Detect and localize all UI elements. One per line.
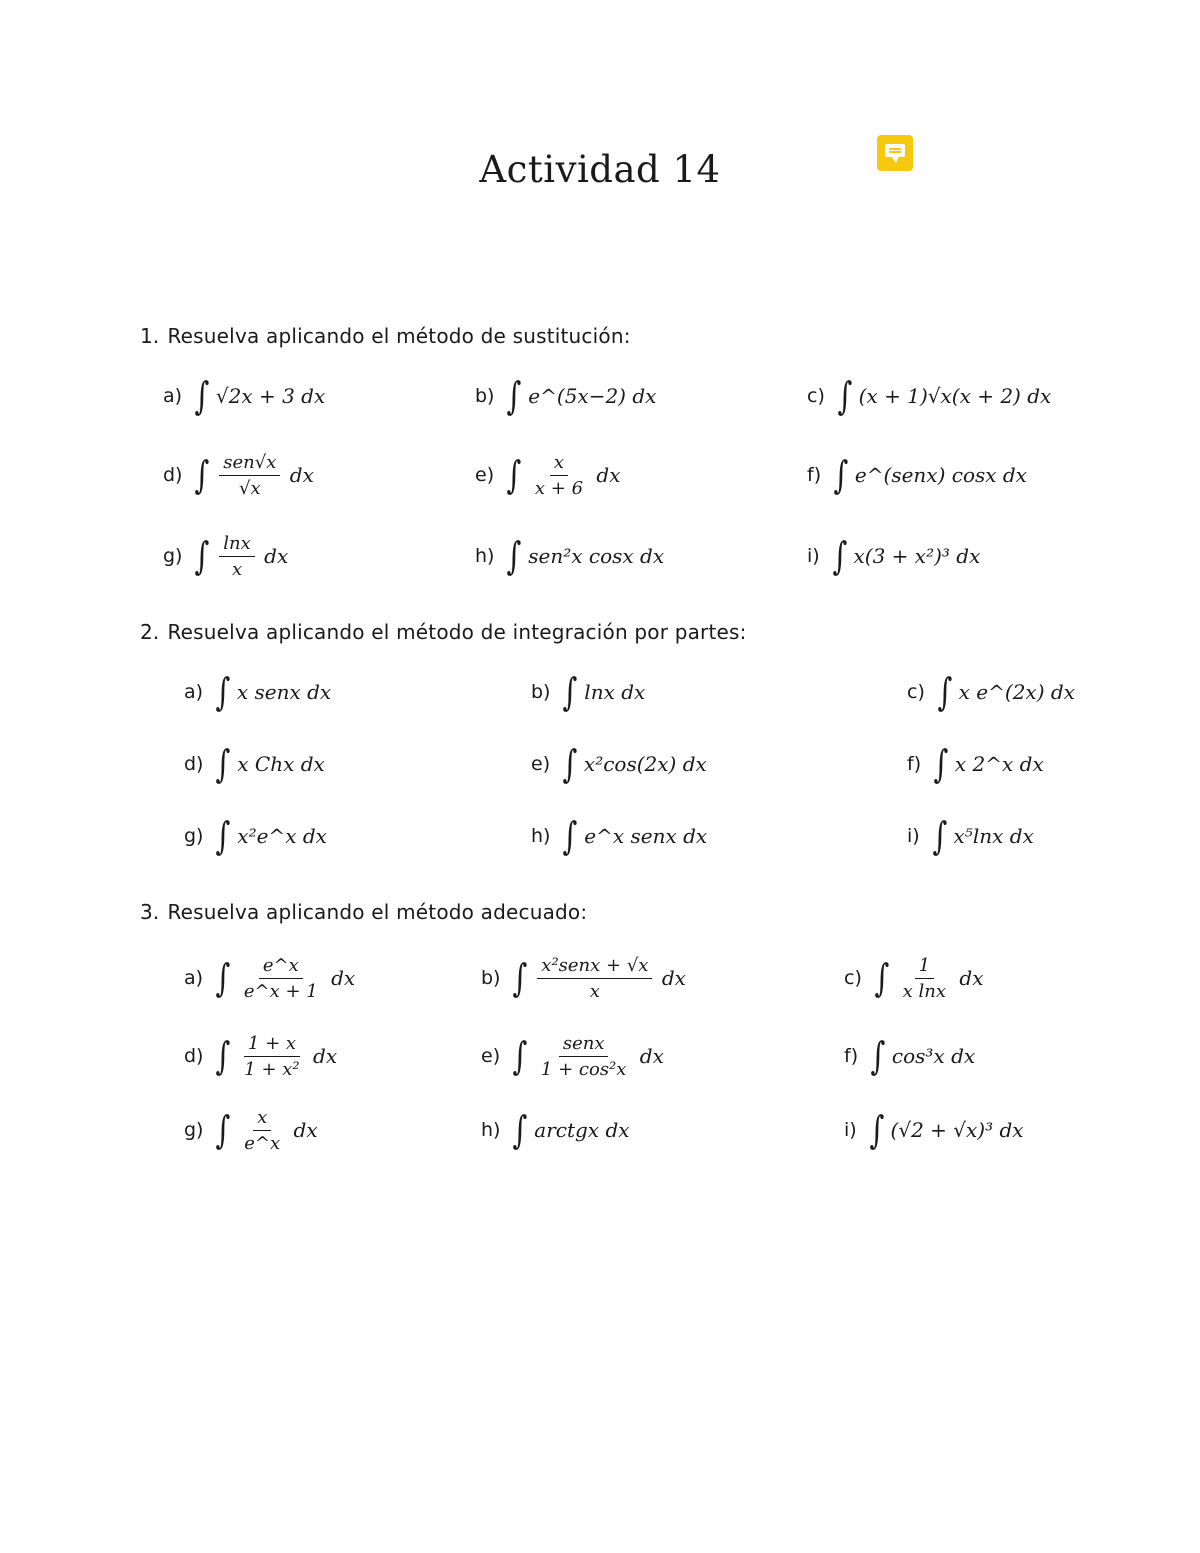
item-label: h) (481, 1119, 501, 1141)
exercise-2d (184, 734, 325, 794)
item-label: h) (475, 545, 495, 567)
numerator: x (550, 452, 568, 476)
integral-sign: ∫ (512, 956, 528, 1000)
item-label: a) (184, 967, 204, 989)
expression: (√2 + √x)³ dx (890, 1118, 1024, 1142)
expression: e^(5x−2) dx (528, 384, 657, 408)
denominator: √x (239, 477, 261, 499)
denominator: e^x + 1 (243, 980, 318, 1002)
comment-bubble-icon (885, 144, 905, 157)
integral-sign: ∫ (194, 374, 210, 418)
expression: e^(senx) cosx dx (854, 463, 1027, 487)
item-label: e) (531, 753, 551, 775)
item-label: a) (184, 681, 204, 703)
item-label: i) (907, 825, 920, 847)
differential: dx (264, 544, 289, 568)
item-label: c) (907, 681, 925, 703)
exercise-3c (844, 948, 984, 1008)
integral-sign: ∫ (937, 670, 953, 714)
integral-sign: ∫ (512, 1034, 528, 1078)
exercise-1d (163, 445, 314, 505)
exercise-3e (481, 1026, 664, 1086)
section-heading-3 (140, 900, 587, 924)
expression: x senx dx (236, 680, 332, 704)
exercise-2g (184, 806, 327, 866)
exercise-2f (907, 734, 1044, 794)
differential: dx (331, 966, 356, 990)
exercise-3f (844, 1026, 975, 1086)
expression: x Chx dx (237, 752, 325, 776)
numerator: senx (559, 1033, 609, 1057)
item-label: d) (163, 464, 183, 486)
exercise-1a (163, 366, 325, 426)
integral-sign: ∫ (837, 374, 853, 418)
expression: arctgx dx (534, 1118, 630, 1142)
item-label: e) (475, 464, 495, 486)
integral-sign: ∫ (194, 534, 210, 578)
expression: cos³x dx (891, 1044, 976, 1068)
expression: e^x senx dx (584, 824, 708, 848)
integral-sign: ∫ (932, 814, 948, 858)
integral-sign: ∫ (512, 1108, 528, 1152)
section-number: 3. (140, 900, 160, 924)
denominator: 1 + x² (244, 1058, 300, 1080)
integral-sign: ∫ (833, 453, 849, 497)
differential: dx (661, 966, 686, 990)
integral-sign: ∫ (215, 742, 231, 786)
expression: x 2^x dx (954, 752, 1044, 776)
expression: lnx dx (584, 680, 646, 704)
numerator: 1 (915, 955, 934, 979)
exercise-2b (531, 662, 645, 722)
differential: dx (313, 1044, 338, 1068)
section-heading-text: Resuelva aplicando el método de integración por partes: (167, 620, 747, 644)
exercise-3d (184, 1026, 337, 1086)
item-label: e) (481, 1045, 501, 1067)
item-label: d) (184, 753, 204, 775)
item-label: f) (844, 1045, 859, 1067)
exercise-2a (184, 662, 331, 722)
item-label: b) (481, 967, 501, 989)
differential: dx (293, 1118, 318, 1142)
integral-sign: ∫ (562, 670, 578, 714)
exercise-2i (907, 806, 1034, 866)
item-label: c) (844, 967, 862, 989)
section-heading-2 (140, 620, 747, 644)
numerator: 1 + x (244, 1033, 300, 1057)
comment-icon[interactable] (877, 135, 913, 171)
exercise-3h (481, 1100, 630, 1160)
item-label: a) (163, 385, 183, 407)
item-label: g) (184, 825, 204, 847)
exercise-1e (475, 445, 621, 505)
expression: sen²x cosx dx (528, 544, 665, 568)
denominator: 1 + cos²x (540, 1058, 627, 1080)
integral-sign: ∫ (215, 1034, 231, 1078)
exercise-3i (844, 1100, 1024, 1160)
item-label: g) (163, 545, 183, 567)
exercise-1g (163, 526, 288, 586)
integral-sign: ∫ (832, 534, 848, 578)
integral-sign: ∫ (869, 1108, 885, 1152)
exercise-3b (481, 948, 686, 1008)
section-heading-1 (140, 324, 631, 348)
integral-sign: ∫ (215, 670, 231, 714)
integral-sign: ∫ (933, 742, 949, 786)
item-label: d) (184, 1045, 204, 1067)
integral-sign: ∫ (870, 1034, 886, 1078)
integral-sign: ∫ (215, 1108, 231, 1152)
item-label: b) (531, 681, 551, 703)
integral-sign: ∫ (562, 742, 578, 786)
expression: √2x + 3 dx (215, 384, 326, 408)
section-number: 1. (140, 324, 160, 348)
item-label: g) (184, 1119, 204, 1141)
integral-sign: ∫ (874, 956, 890, 1000)
numerator: x (253, 1107, 271, 1131)
exercise-1h (475, 526, 664, 586)
exercise-3a (184, 948, 355, 1008)
differential: dx (639, 1044, 664, 1068)
numerator: e^x (259, 955, 303, 979)
integral-sign: ∫ (215, 814, 231, 858)
page-title: Actividad 14 (479, 148, 721, 191)
expression: x e^(2x) dx (958, 680, 1075, 704)
exercise-1b (475, 366, 656, 426)
integral-sign: ∫ (506, 534, 522, 578)
exercise-1f (807, 445, 1027, 505)
integral-sign: ∫ (562, 814, 578, 858)
expression: x⁵lnx dx (953, 824, 1034, 848)
item-label: h) (531, 825, 551, 847)
denominator: x lnx (902, 980, 947, 1002)
differential: dx (596, 463, 621, 487)
item-label: c) (807, 385, 825, 407)
numerator: sen√x (219, 452, 280, 476)
exercise-2c (907, 662, 1075, 722)
item-label: i) (807, 545, 820, 567)
denominator: e^x (244, 1132, 281, 1154)
section-number: 2. (140, 620, 160, 644)
exercise-2h (531, 806, 707, 866)
item-label: b) (475, 385, 495, 407)
expression: x²cos(2x) dx (583, 752, 707, 776)
item-label: f) (807, 464, 822, 486)
expression: x(3 + x²)³ dx (853, 544, 981, 568)
exercise-1i (807, 526, 980, 586)
integral-sign: ∫ (194, 453, 210, 497)
section-heading-text: Resuelva aplicando el método de sustitución: (167, 324, 631, 348)
denominator: x + 6 (534, 477, 584, 499)
denominator: x (231, 558, 243, 580)
exercise-1c (807, 366, 1051, 426)
section-heading-text: Resuelva aplicando el método adecuado: (167, 900, 588, 924)
differential: dx (959, 966, 984, 990)
item-label: f) (907, 753, 922, 775)
numerator: x²senx + √x (537, 955, 652, 979)
denominator: x (589, 980, 600, 1002)
item-label: i) (844, 1119, 857, 1141)
expression: (x + 1)√x(x + 2) dx (858, 384, 1052, 408)
integral-sign: ∫ (506, 374, 522, 418)
integral-sign: ∫ (215, 956, 231, 1000)
integral-sign: ∫ (506, 453, 522, 497)
numerator: lnx (219, 533, 255, 557)
expression: x²e^x dx (237, 824, 327, 848)
exercise-3g (184, 1100, 318, 1160)
exercise-2e (531, 734, 707, 794)
differential: dx (289, 463, 314, 487)
